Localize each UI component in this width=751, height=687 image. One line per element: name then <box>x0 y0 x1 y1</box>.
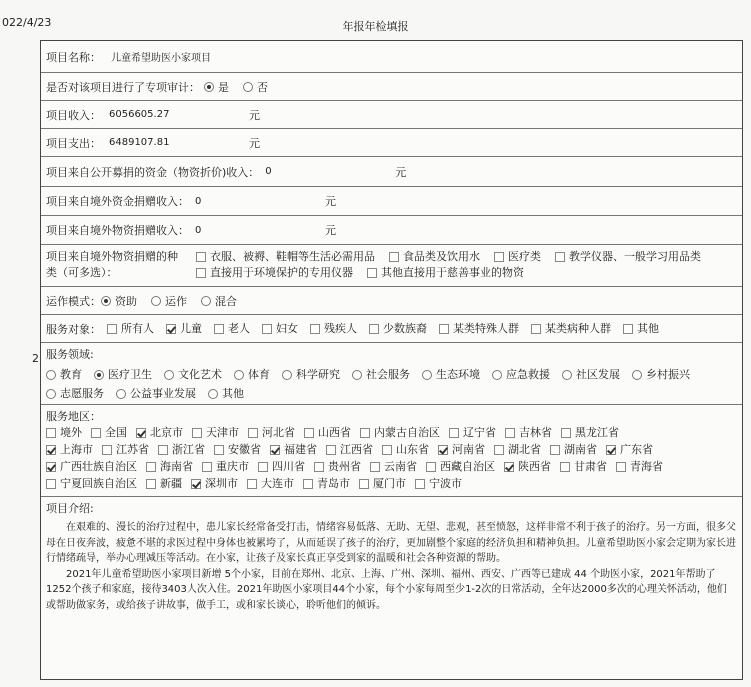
radio-selected-icon <box>94 370 104 380</box>
service-regions-line <box>46 424 742 441</box>
checkbox-icon <box>303 479 313 489</box>
public-funds-unit: 元 <box>395 165 407 179</box>
checkbox-icon <box>202 462 212 472</box>
service-target-option[interactable]: 某类特殊人群 <box>439 320 519 338</box>
checkbox-icon <box>258 462 268 472</box>
checkbox-icon <box>326 445 336 455</box>
service-target-option[interactable]: 残疾人 <box>310 320 357 338</box>
checkbox-icon <box>369 324 379 334</box>
checkbox-checked-icon <box>46 462 56 472</box>
checkbox-icon <box>494 445 504 455</box>
service-field-option[interactable]: 应急救援 <box>492 365 550 384</box>
service-targets-row <box>41 315 742 343</box>
annual-report-form <box>40 40 743 680</box>
checkbox-icon <box>310 324 320 334</box>
checkbox-icon <box>370 462 380 472</box>
expense-row <box>41 129 742 157</box>
service-field-option[interactable]: 社会服务 <box>352 365 410 384</box>
service-field-option[interactable]: 志愿服务 <box>46 384 104 403</box>
service-region-option[interactable]: 山西省 <box>304 424 351 441</box>
service-region-option[interactable]: 境外 <box>46 424 82 441</box>
checkbox-checked-icon <box>504 462 514 472</box>
service-field-option[interactable]: 医疗卫生 <box>94 365 152 384</box>
service-region-option[interactable]: 湖北省 <box>494 441 541 458</box>
service-regions-line <box>46 458 742 475</box>
foreign-funds-unit: 元 <box>325 195 336 208</box>
goods-type-option[interactable]: 医疗类 <box>494 249 541 265</box>
service-region-option[interactable]: 青海省 <box>616 458 663 475</box>
service-region-option[interactable]: 甘肃省 <box>560 458 607 475</box>
income-unit: 元 <box>249 108 260 122</box>
checkbox-icon <box>192 428 202 438</box>
checkbox-icon <box>359 479 369 489</box>
project-intro-label: 项目介绍: <box>46 502 94 515</box>
radio-icon <box>46 389 56 399</box>
radio-icon <box>492 370 502 380</box>
checkbox-icon <box>247 479 257 489</box>
service-field-option[interactable]: 社区发展 <box>562 365 620 384</box>
service-region-option[interactable]: 深圳市 <box>191 475 238 492</box>
service-regions-line <box>46 441 742 458</box>
radio-icon <box>422 370 432 380</box>
service-target-option[interactable]: 所有人 <box>107 320 154 338</box>
service-region-option[interactable]: 海南省 <box>146 458 193 475</box>
checkbox-icon <box>494 252 504 262</box>
operation-mode-option[interactable]: 运作 <box>151 293 187 309</box>
checkbox-icon <box>146 462 156 472</box>
checkbox-icon <box>314 462 324 472</box>
radio-icon <box>164 370 174 380</box>
service-region-option[interactable]: 河北省 <box>248 424 295 441</box>
service-region-option[interactable]: 重庆市 <box>202 458 249 475</box>
radio-icon <box>632 370 642 380</box>
service-region-option[interactable]: 天津市 <box>192 424 239 441</box>
project-name-row <box>41 41 742 73</box>
service-region-option[interactable]: 吉林省 <box>505 424 552 441</box>
operation-mode-label: 运作模式： <box>46 294 101 308</box>
checkbox-icon <box>449 428 459 438</box>
project-intro-paragraph: 2021年儿童希望助医小家项目新增 5个小家，目前在郑州、北京、上海、广州、深圳、福州、西安、广西等已建成 44 个助医小家，2021年帮助了1252个孩子和家庭，接待3403人次入住。2021年助医小家项目44个小家，每个小家每周至少1-2次的日常活动，全年达2000多次的心理关怀活动，他们或帮助做家务，或给孩子讲故事，做手工，或和家长谈心，聆听他们的倾诉。 <box>46 568 727 611</box>
service-field-option[interactable]: 其他 <box>208 384 244 403</box>
checkbox-icon <box>382 445 392 455</box>
checkbox-icon <box>367 268 377 278</box>
service-region-option[interactable]: 湖南省 <box>550 441 597 458</box>
checkbox-checked-icon <box>46 445 56 455</box>
checkbox-icon <box>107 324 117 334</box>
service-region-option[interactable]: 大连市 <box>247 475 294 492</box>
service-region-option[interactable]: 黑龙江省 <box>561 424 619 441</box>
service-region-option[interactable]: 河南省 <box>438 441 485 458</box>
service-region-option[interactable]: 浙江省 <box>158 441 205 458</box>
service-region-option[interactable]: 内蒙古自治区 <box>360 424 440 441</box>
checkbox-icon <box>505 428 515 438</box>
checkbox-checked-icon <box>438 445 448 455</box>
service-region-option[interactable]: 江苏省 <box>102 441 149 458</box>
operation-mode-option[interactable]: 资助 <box>101 293 137 309</box>
audit-option-yes[interactable]: 是 <box>204 79 229 95</box>
goods-type-option[interactable]: 食品类及饮用水 <box>389 249 480 265</box>
service-target-option[interactable]: 少数族裔 <box>369 320 427 338</box>
service-target-option[interactable]: 其他 <box>623 320 659 338</box>
checkbox-icon <box>146 479 156 489</box>
service-region-option[interactable]: 全国 <box>91 424 127 441</box>
service-regions-line <box>46 475 742 492</box>
service-region-option[interactable]: 陕西省 <box>504 458 551 475</box>
radio-icon <box>282 370 292 380</box>
service-regions-row <box>41 405 742 497</box>
service-field-option[interactable]: 乡村振兴 <box>632 365 690 384</box>
service-region-option[interactable]: 青岛市 <box>303 475 350 492</box>
checkbox-icon <box>531 324 541 334</box>
expense-unit: 元 <box>249 136 260 150</box>
checkbox-icon <box>389 252 399 262</box>
checkbox-checked-icon <box>606 445 616 455</box>
checkbox-icon <box>214 445 224 455</box>
radio-selected-icon <box>204 82 214 92</box>
print-date: 022/4/23 <box>2 16 52 29</box>
operation-mode-row <box>41 287 742 315</box>
checkbox-icon <box>550 445 560 455</box>
service-region-option[interactable]: 山东省 <box>382 441 429 458</box>
service-field-option[interactable]: 公益事业发展 <box>116 384 196 403</box>
checkbox-icon <box>46 479 56 489</box>
page-title: 年报年检填报 <box>342 20 409 33</box>
checkbox-icon <box>623 324 633 334</box>
service-field-option[interactable]: 科学研究 <box>282 365 340 384</box>
radio-icon <box>201 296 211 306</box>
service-target-option[interactable]: 某类病种人群 <box>531 320 611 338</box>
service-fields-options-line2 <box>46 384 742 403</box>
service-field-option[interactable]: 教育 <box>46 365 82 384</box>
audit-row <box>41 73 742 101</box>
checkbox-icon <box>262 324 272 334</box>
service-region-option[interactable]: 云南省 <box>370 458 417 475</box>
goods-type-option[interactable]: 教学仪器、一般学习用品类 <box>555 249 701 265</box>
service-fields-label: 服务领域: <box>46 348 94 361</box>
checkbox-icon <box>196 252 206 262</box>
goods-type-option[interactable]: 衣服、被褥、鞋帽等生活必需用品 <box>196 249 375 265</box>
expense-label: 项目支出： <box>46 136 101 150</box>
service-region-option[interactable]: 北京市 <box>136 424 183 441</box>
service-target-option[interactable]: 妇女 <box>262 320 298 338</box>
service-region-option[interactable]: 西藏自治区 <box>426 458 495 475</box>
service-fields-options-line1 <box>46 365 742 384</box>
project-name-value[interactable]: 儿童希望助医小家项目 <box>111 53 211 64</box>
service-target-option[interactable]: 儿童 <box>166 320 202 338</box>
service-region-option[interactable]: 江西省 <box>326 441 373 458</box>
foreign-goods-unit: 元 <box>325 224 336 237</box>
checkbox-icon <box>555 252 565 262</box>
checkbox-icon <box>616 462 626 472</box>
project-intro-paragraph: 在艰难的、漫长的治疗过程中，患儿家长经常备受打击，情绪容易低落、无助、无望、悲观，甚至愤怒，这样非常不利于孩子的治疗。另一方面，很多父母在日夜奔波，疲惫不堪的求医过程中身体也被累垮了，从而延误了孩子的治疗，更加剧整个家庭的经济负担和精神负担。儿童希望助医小家会定期为家长进行情绪疏导，举办心理减压等活动。在小家，让孩子及家长真正享受到家的温暖和社会各种资源的帮助。 <box>46 522 736 564</box>
project-intro-row <box>41 497 742 613</box>
checkbox-checked-icon <box>166 324 176 334</box>
service-regions-options <box>46 424 742 492</box>
foreign-funds-row <box>41 187 742 216</box>
checkbox-icon <box>196 268 206 278</box>
service-targets-options <box>107 320 671 338</box>
service-region-option[interactable]: 辽宁省 <box>449 424 496 441</box>
goods-types-options <box>196 245 715 286</box>
income-row <box>41 101 742 129</box>
service-region-option[interactable]: 四川省 <box>258 458 305 475</box>
checkbox-icon <box>415 479 425 489</box>
checkbox-icon <box>426 462 436 472</box>
service-target-option[interactable]: 老人 <box>214 320 250 338</box>
service-region-option[interactable]: 广西壮族自治区 <box>46 458 137 475</box>
service-region-option[interactable]: 广东省 <box>606 441 653 458</box>
expense-value[interactable]: 6489107.81 <box>109 137 170 148</box>
income-value[interactable]: 6056605.27 <box>109 109 170 120</box>
project-name-label: 项目名称： <box>46 50 101 64</box>
margin-mark: 2 <box>32 352 39 365</box>
operation-mode-option[interactable]: 混合 <box>201 293 237 309</box>
service-field-option[interactable]: 文化艺术 <box>164 365 222 384</box>
radio-icon <box>46 370 56 380</box>
radio-icon <box>243 82 253 92</box>
checkbox-icon <box>248 428 258 438</box>
goods-types-label: 项目来自境外物资捐赠的种 类（可多选）： <box>46 250 178 279</box>
service-region-option[interactable]: 贵州省 <box>314 458 361 475</box>
service-region-option[interactable]: 厦门市 <box>359 475 406 492</box>
checkbox-icon <box>91 428 101 438</box>
radio-icon <box>116 389 126 399</box>
public-funds-row <box>41 157 742 187</box>
service-targets-label: 服务对象： <box>46 322 101 336</box>
service-region-option[interactable]: 宁波市 <box>415 475 462 492</box>
checkbox-icon <box>102 445 112 455</box>
service-region-option[interactable]: 安徽省 <box>214 441 261 458</box>
goods-type-option[interactable]: 其他直接用于慈善事业的物资 <box>367 265 524 281</box>
checkbox-icon <box>560 462 570 472</box>
checkbox-checked-icon <box>270 445 280 455</box>
checkbox-icon <box>46 428 56 438</box>
service-region-option[interactable]: 福建省 <box>270 441 317 458</box>
service-region-option[interactable]: 宁夏回族自治区 <box>46 475 137 492</box>
foreign-funds-label: 项目来自境外资金捐赠收入： <box>46 195 189 208</box>
service-regions-label: 服务地区： <box>46 410 101 423</box>
checkbox-icon <box>304 428 314 438</box>
goods-type-option[interactable]: 直接用于环境保护的专用仪器 <box>196 265 353 281</box>
checkbox-icon <box>561 428 571 438</box>
goods-types-row <box>41 245 742 287</box>
foreign-goods-row <box>41 216 742 245</box>
checkbox-icon <box>214 324 224 334</box>
audit-label: 是否对该项目进行了专项审计： <box>46 80 200 94</box>
public-funds-label: 项目来自公开募捐的资金（物资折价)收入： <box>46 165 260 179</box>
checkbox-icon <box>439 324 449 334</box>
checkbox-checked-icon <box>191 479 201 489</box>
service-region-option[interactable]: 新疆 <box>146 475 182 492</box>
service-region-option[interactable]: 上海市 <box>46 441 93 458</box>
public-funds-value[interactable]: 0 <box>265 166 272 177</box>
radio-icon <box>208 389 218 399</box>
income-label: 项目收入： <box>46 108 101 122</box>
radio-selected-icon <box>101 296 111 306</box>
service-fields-row <box>41 343 742 405</box>
checkbox-checked-icon <box>136 428 146 438</box>
radio-icon <box>562 370 572 380</box>
foreign-funds-value[interactable]: 0 <box>195 195 202 207</box>
radio-icon <box>234 370 244 380</box>
checkbox-icon <box>158 445 168 455</box>
foreign-goods-value[interactable]: 0 <box>195 224 202 236</box>
audit-option-no[interactable]: 否 <box>243 79 268 95</box>
service-field-option[interactable]: 体育 <box>234 365 270 384</box>
service-field-option[interactable]: 生态环境 <box>422 365 480 384</box>
radio-icon <box>151 296 161 306</box>
checkbox-icon <box>360 428 370 438</box>
foreign-goods-label: 项目来自境外物资捐赠收入： <box>46 224 189 237</box>
radio-icon <box>352 370 362 380</box>
